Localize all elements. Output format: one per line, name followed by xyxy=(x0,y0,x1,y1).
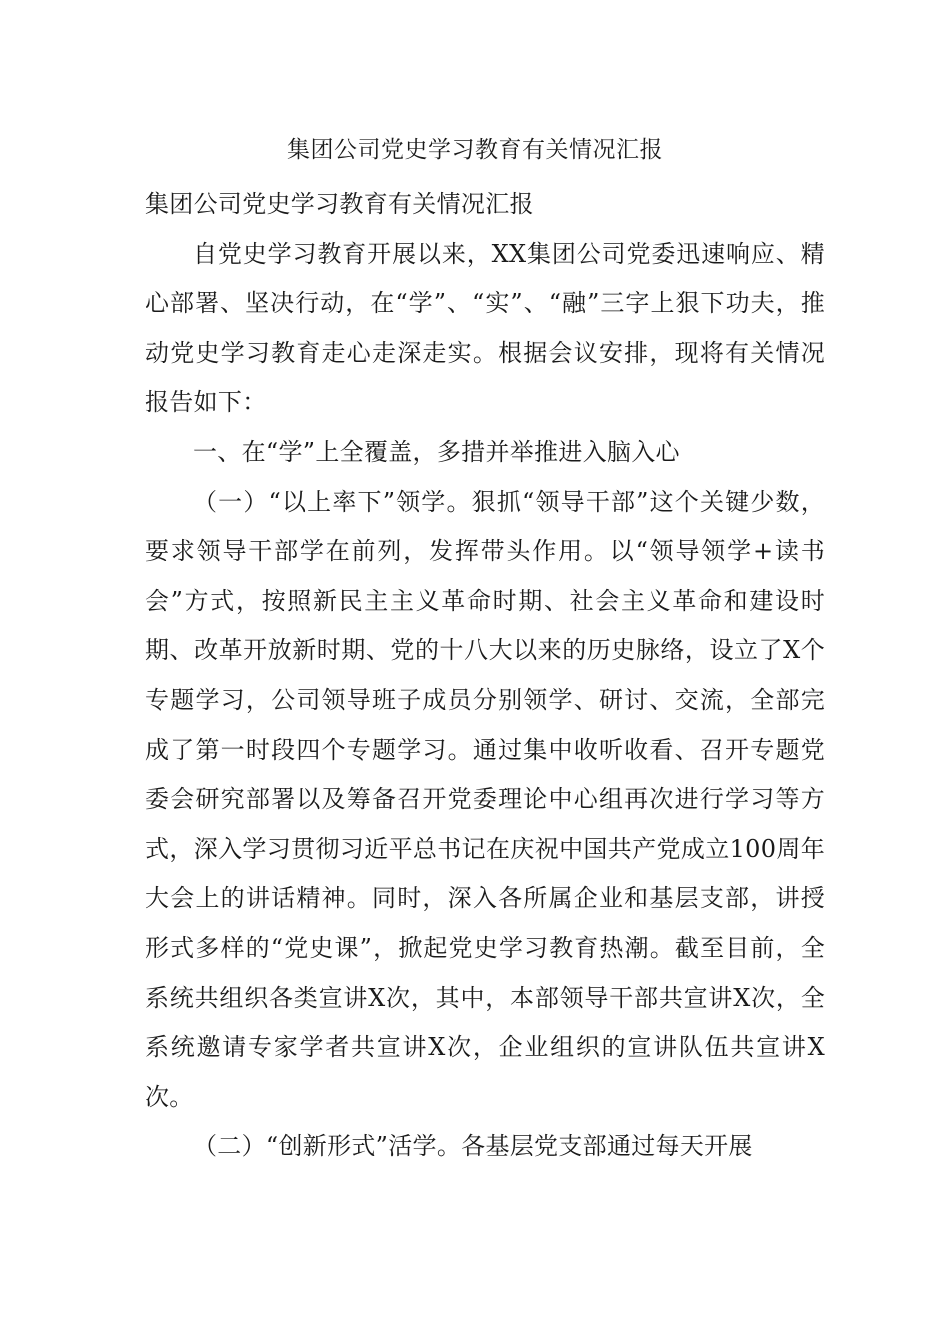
paragraph-innovative-study: （二）“创新形式”活学。各基层党支部通过每天开展 xyxy=(193,1132,753,1161)
paragraph-lead-study: （一）“以上率下”领学。狠抓“领导干部”这个关键少数，要求领导干部学在前列，发挥带头作用。以“领导领学+读书会”方式，按照新民主主义革命时期、社会主义革命和建设时期、改革开放新时期、党的十八大以来的历史脉络，设立了X个专题学习，公司领导班子成员分别领学、研讨、交流，全部完成了第一时段四个专题学习。通过集中收听收看、召开专题党委会研究部署以及筹备召开党委理论中心组再次进行学习等方式，深入学习贯彻习近平总书记在庆祝中国共产党成立100周年大会上的讲话精神。同时，深入各所属企业和基层支部，讲授形式多样的“党史课”，掀起党史学习教育热潮。截至目前，全系统共组织各类宣讲X次，其中，本部领导干部共宣讲X次，全系统邀请专家学者共宣讲X次，企业组织的宣讲队伍共宣讲X次。 xyxy=(145,487,825,1111)
document-body xyxy=(145,180,825,1172)
document-subtitle: 集团公司党史学习教育有关情况汇报 xyxy=(145,190,534,218)
section-heading-1: 一、在“学”上全覆盖，多措并举推进入脑入心 xyxy=(193,437,680,466)
paragraph-intro: 自党史学习教育开展以来，XX集团公司党委迅速响应、精心部署、坚决行动，在“学”、“实”、“融”三字上狠下功夫，推动党史学习教育走心走深走实。根据会议安排，现将有关情况报告如下： xyxy=(145,239,825,417)
document-title: 集团公司党史学习教育有关情况汇报 xyxy=(287,137,663,163)
